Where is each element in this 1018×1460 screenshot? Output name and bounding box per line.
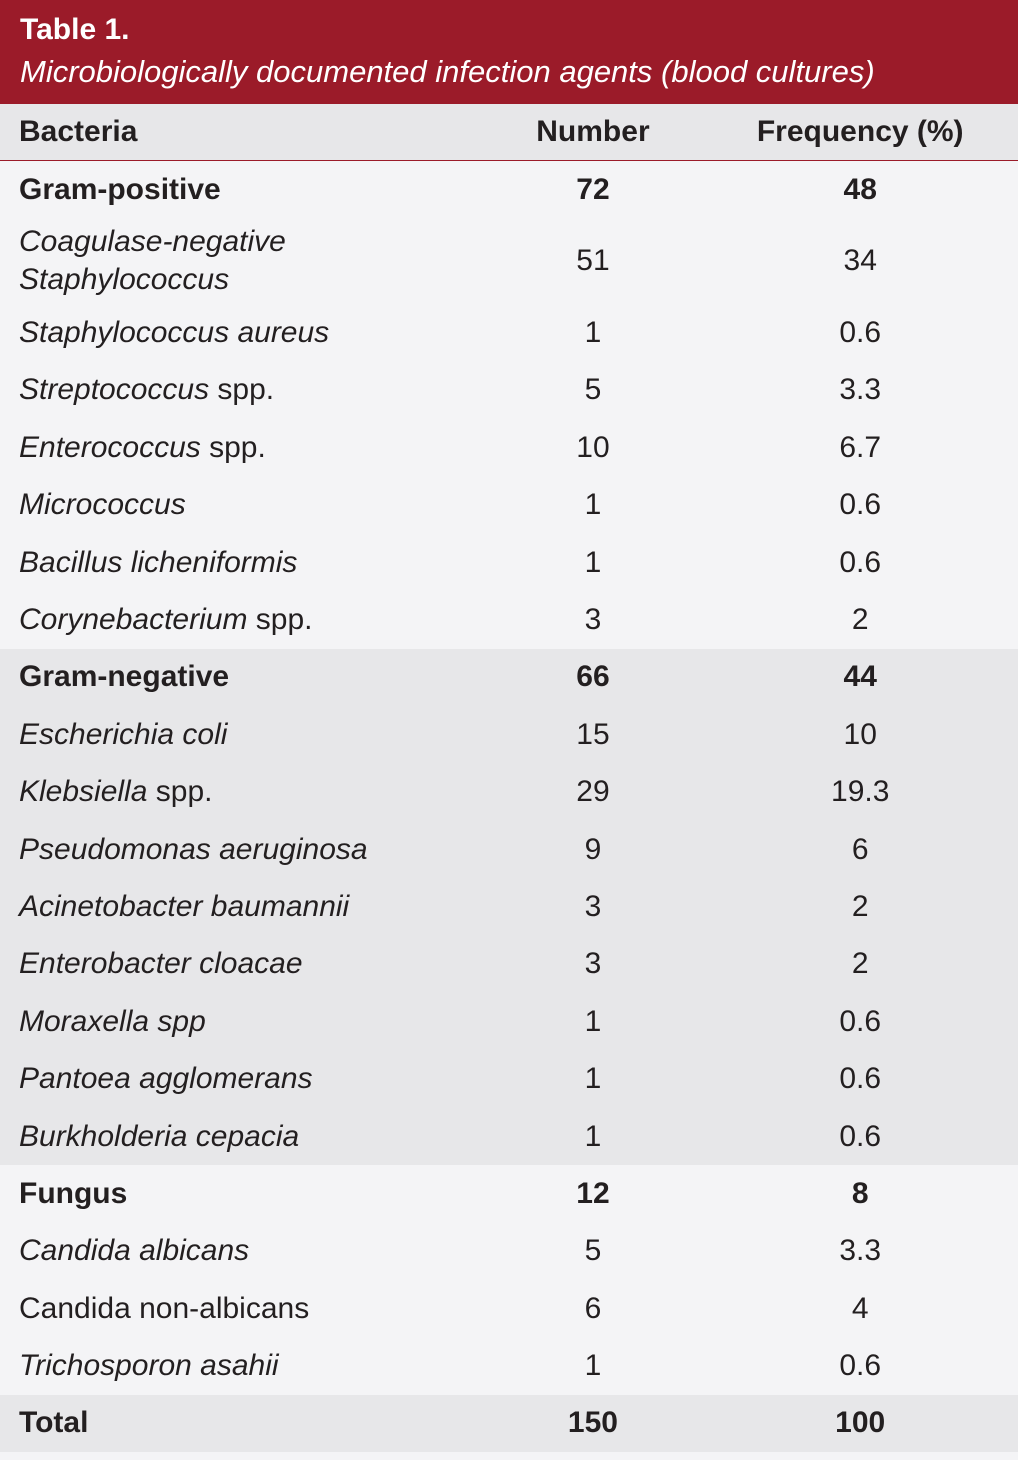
species-suffix: spp. <box>147 775 213 809</box>
frequency-cell: 0.6 <box>839 316 882 350</box>
header-frequency: Frequency (%) <box>756 115 964 148</box>
table-header-row <box>0 104 1018 161</box>
species-name-cont: Staphylococcus <box>19 263 230 297</box>
table-row <box>0 1337 1018 1394</box>
table-row <box>0 304 1018 361</box>
number-cell: 1 <box>584 1349 602 1383</box>
header-number: Number <box>536 115 650 148</box>
number-cell: 3 <box>584 603 602 637</box>
species-name: Candida albicans <box>19 1234 250 1268</box>
group-row <box>0 1165 1018 1222</box>
species-cell <box>0 1290 483 1328</box>
table-row <box>0 1108 1018 1165</box>
species-name: Enterococcus <box>19 430 201 464</box>
number-cell: 3 <box>584 889 602 923</box>
species-cell <box>0 1232 483 1270</box>
frequency-cell: 3.3 <box>839 1234 882 1268</box>
species-name: Klebsiella <box>19 775 148 809</box>
group-frequency: 48 <box>843 172 877 206</box>
number-cell: 1 <box>584 316 602 350</box>
total-row <box>0 1395 1018 1452</box>
total-frequency: 100 <box>835 1406 886 1440</box>
number-cell: 3 <box>584 947 602 981</box>
species-cell <box>0 831 483 869</box>
total-label: Total <box>19 1406 89 1440</box>
header-bacteria: Bacteria <box>19 115 138 148</box>
number-cell: 1 <box>584 488 602 522</box>
species-cell <box>0 1003 483 1041</box>
species-cell <box>0 1118 483 1156</box>
table-label: Table 1. <box>20 13 130 46</box>
frequency-cell: 2 <box>851 603 869 637</box>
frequency-cell: 2 <box>851 947 869 981</box>
group-number: 72 <box>576 172 610 206</box>
section-fungus <box>0 1165 1018 1395</box>
number-cell: 15 <box>576 717 610 751</box>
species-cell <box>0 773 483 811</box>
table-row <box>0 534 1018 591</box>
total-number: 150 <box>567 1406 618 1440</box>
frequency-cell: 3.3 <box>839 373 882 407</box>
frequency-cell: 6.7 <box>839 430 882 464</box>
number-cell: 1 <box>584 545 602 579</box>
group-row <box>0 649 1018 706</box>
species-cell <box>0 486 483 524</box>
species-name: Staphylococcus aureus <box>19 316 330 350</box>
species-name: Pseudomonas aeruginosa <box>19 832 368 866</box>
species-name: Moraxella spp <box>19 1004 206 1038</box>
group-number: 66 <box>576 660 610 694</box>
number-cell: 5 <box>584 1234 602 1268</box>
species-name: Escherichia coli <box>19 717 228 751</box>
species-cell <box>0 716 483 754</box>
group-number: 12 <box>576 1176 610 1210</box>
species-name: Trichosporon asahii <box>19 1349 279 1383</box>
frequency-cell: 0.6 <box>839 1119 882 1153</box>
species-cell <box>0 601 483 639</box>
group-name: Gram-positive <box>19 172 221 206</box>
group-frequency: 44 <box>843 660 877 694</box>
species-name: Streptococcus <box>19 373 210 407</box>
number-cell: 51 <box>576 244 610 278</box>
table-caption: Microbiologically documented infection agents (blood cultures) <box>20 54 875 89</box>
group-name: Fungus <box>19 1176 128 1210</box>
frequency-cell: 34 <box>843 244 877 278</box>
frequency-cell: 0.6 <box>839 1062 882 1096</box>
species-name: Coagulase-negative <box>19 225 286 259</box>
frequency-cell: 0.6 <box>839 1349 882 1383</box>
species-cell <box>0 314 483 352</box>
group-name: Gram-negative <box>19 660 230 694</box>
species-name: Micrococcus <box>19 488 186 522</box>
species-cell <box>0 544 483 582</box>
species-name: Bacillus licheniformis <box>19 545 298 579</box>
species-cell <box>0 371 483 409</box>
table-row <box>0 362 1018 419</box>
species-cell <box>0 223 483 299</box>
frequency-cell: 4 <box>851 1291 869 1325</box>
species-suffix: spp. <box>200 430 266 464</box>
number-cell: 29 <box>576 775 610 809</box>
section-gram-positive <box>0 161 1018 649</box>
number-cell: 5 <box>584 373 602 407</box>
species-name: Enterobacter cloacae <box>19 947 303 981</box>
species-name: Acinetobacter baumannii <box>19 889 350 923</box>
table-row <box>0 821 1018 878</box>
species-suffix: Candida non-albicans <box>19 1291 310 1325</box>
group-row <box>0 161 1018 218</box>
table-title-bar <box>0 0 1018 104</box>
species-cell <box>0 888 483 926</box>
species-name: Burkholderia cepacia <box>19 1119 300 1153</box>
species-cell <box>0 1347 483 1385</box>
table-row <box>0 218 1018 304</box>
number-cell: 1 <box>584 1004 602 1038</box>
table-row <box>0 936 1018 993</box>
table-row <box>0 878 1018 935</box>
species-cell <box>0 429 483 467</box>
table-row <box>0 764 1018 821</box>
frequency-cell: 2 <box>851 889 869 923</box>
table-row <box>0 1050 1018 1107</box>
species-name: Corynebacterium <box>19 603 248 637</box>
table-row <box>0 1223 1018 1280</box>
species-cell <box>0 1060 483 1098</box>
table-row <box>0 419 1018 476</box>
number-cell: 10 <box>576 430 610 464</box>
section-gram-negative <box>0 649 1018 1166</box>
frequency-cell: 0.6 <box>839 545 882 579</box>
table-row <box>0 1280 1018 1337</box>
number-cell: 1 <box>584 1119 602 1153</box>
group-frequency: 8 <box>851 1176 869 1210</box>
number-cell: 9 <box>584 832 602 866</box>
table-row <box>0 993 1018 1050</box>
table-row <box>0 706 1018 763</box>
species-suffix: spp. <box>247 603 313 637</box>
frequency-cell: 10 <box>843 717 877 751</box>
frequency-cell: 0.6 <box>839 488 882 522</box>
number-cell: 6 <box>584 1291 602 1325</box>
species-name: Pantoea agglomerans <box>19 1062 313 1096</box>
species-suffix: spp. <box>209 373 275 407</box>
species-cell <box>0 945 483 983</box>
frequency-cell: 19.3 <box>831 775 890 809</box>
table-row <box>0 477 1018 534</box>
table-row <box>0 591 1018 648</box>
frequency-cell: 0.6 <box>839 1004 882 1038</box>
number-cell: 1 <box>584 1062 602 1096</box>
frequency-cell: 6 <box>851 832 869 866</box>
